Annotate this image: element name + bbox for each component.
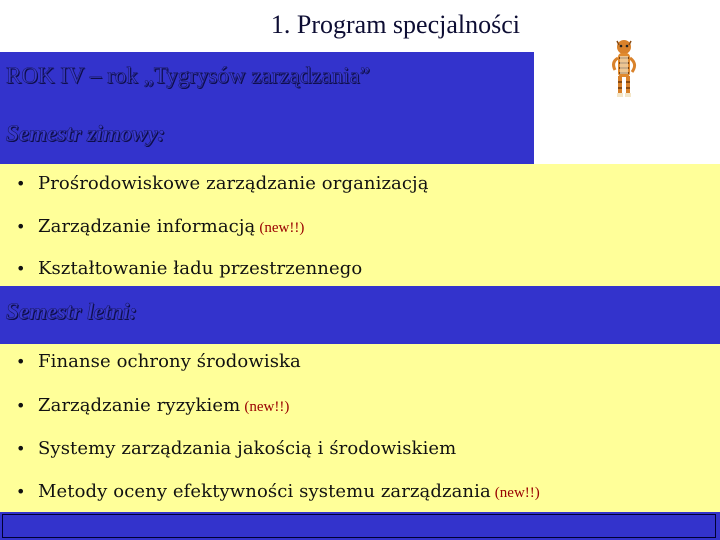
bullet: •	[16, 482, 26, 501]
footer-frame	[2, 514, 716, 538]
bullet: •	[16, 352, 26, 371]
bullet: •	[16, 217, 26, 236]
title-bar	[0, 0, 534, 52]
course-name: Kształtowanie ładu przestrzennego	[38, 258, 363, 279]
new-badge: (new!!)	[244, 399, 290, 415]
list-item	[16, 394, 289, 416]
bullet: •	[16, 396, 26, 415]
list-item	[16, 215, 304, 237]
winter-semester-heading: Semestr zimowy:	[6, 121, 166, 146]
tiger-icon	[606, 38, 642, 100]
bullet: •	[16, 259, 26, 278]
course-name: Metody oceny efektywności systemu zarządzania	[38, 481, 491, 502]
list-item	[16, 172, 433, 194]
course-name: Zarządzanie ryzykiem	[38, 395, 241, 416]
bullet: •	[16, 439, 26, 458]
bullet: •	[16, 174, 26, 193]
course-name: Zarządzanie informacją	[38, 216, 256, 237]
list-item	[16, 350, 305, 372]
course-name: Finanse ochrony środowiska	[38, 351, 301, 372]
summer-semester-heading: Semestr letni:	[6, 299, 137, 324]
year-heading: ROK IV – rok „Tygrysów zarządzania”	[6, 63, 370, 88]
slide-title: 1. Program specjalności	[270, 10, 520, 39]
course-name: Prośrodowiskowe zarządzanie organizacją	[38, 173, 429, 194]
course-name: Systemy zarządzania jakością i środowiskiem	[38, 438, 457, 459]
list-item	[16, 480, 540, 502]
list-item	[16, 437, 460, 459]
new-badge: (new!!)	[259, 220, 305, 236]
list-item	[16, 257, 366, 279]
new-badge: (new!!)	[494, 485, 540, 501]
